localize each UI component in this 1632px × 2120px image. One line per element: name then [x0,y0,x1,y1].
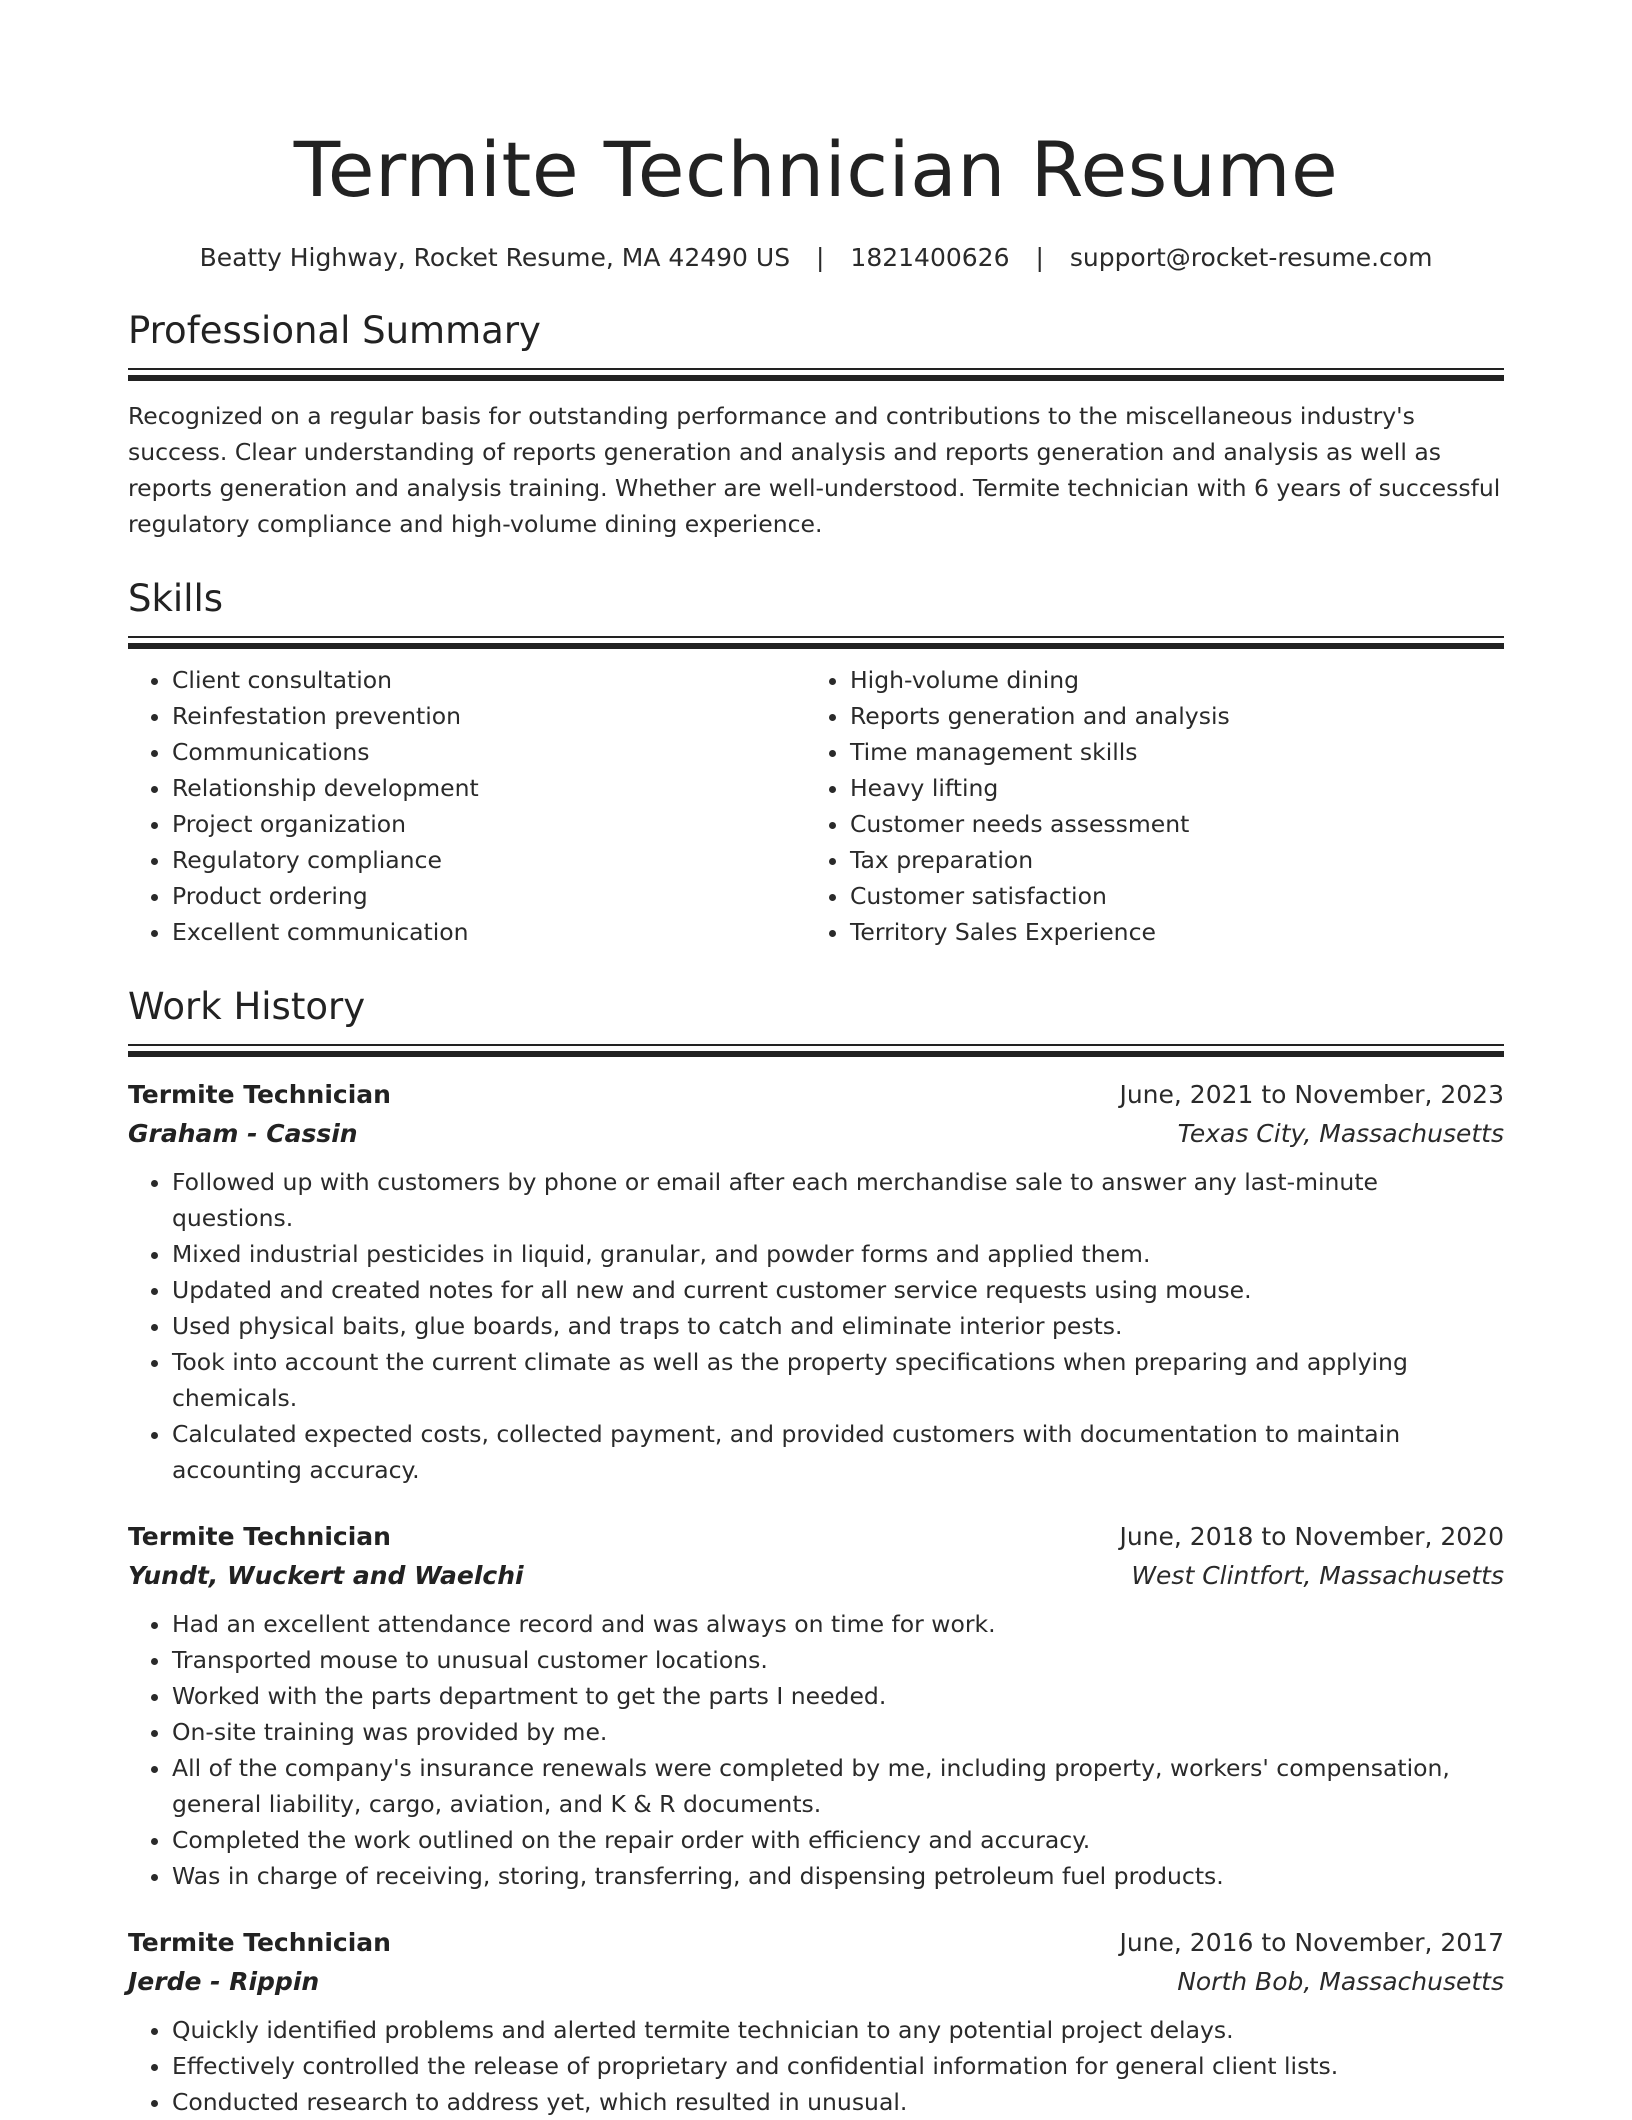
skill-item: • Regulatory compliance [172,842,806,878]
summary-heading: Professional Summary [128,309,541,352]
job-duty: • Updated and created notes for all new and current customer service requests using mouse. [172,1272,1504,1308]
skill-item: • High-volume dining [850,662,1484,698]
job-duty: • Transported mouse to unusual customer locations. [172,1642,1504,1678]
job-duty: • Calculated expected costs, collected payment, and provided customers with documentation to maintain accounting accuracy. [172,1416,1504,1488]
work-history-heading: Work History [128,985,366,1028]
job-duty: • Took into account the current climate as well as the property specifications when preparing and applying chemicals. [172,1344,1504,1416]
job-duty: • Followed up with customers by phone or email after each merchandise sale to answer any last-minute questions. [172,1164,1504,1236]
skills-columns [128,662,1504,950]
job-dates: June, 2018 to November, 2020 [1119,1522,1504,1551]
job-location: North Bob, Massachusetts [1177,1967,1504,1996]
contact-separator: | [816,243,825,272]
job-duty: • Effectively controlled the release of proprietary and confidential information for general client lists. [172,2048,1504,2084]
skill-item: • Territory Sales Experience [850,914,1484,950]
summary-section [128,308,1504,542]
section-divider [128,368,1504,382]
resume-page [128,0,1504,2120]
skill-item: • Project organization [172,806,806,842]
job-location: Texas City, Massachusetts [1177,1119,1504,1148]
job-company: Yundt, Wuckert and Waelchi [128,1561,524,1590]
resume-title: Termite Technician Resume [293,125,1339,214]
summary-text: Recognized on a regular basis for outstanding performance and contributions to the miscellaneous industry's success. Clear understanding of reports generation and analysis and reports generation and analysis as well as reports generation and analysis training. Whether are well-understood. Termite technician with 6 years of successful regulatory compliance and high-volume dining experience. [128,402,1501,538]
contact-separator: | [1035,243,1044,272]
job-duty: • Used physical baits, glue boards, and traps to catch and eliminate interior pests. [172,1308,1504,1344]
section-divider [128,1044,1504,1058]
job-duty: • Had an excellent attendance record and was always on time for work. [172,1606,1504,1642]
job-duty: • Was in charge of receiving, storing, transferring, and dispensing petroleum fuel products. [172,1858,1504,1894]
job-title: Termite Technician [128,1080,391,1109]
job-duty: • All of the company's insurance renewals were completed by me, including property, workers' compensation, general liability, cargo, aviation, and K & R documents. [172,1750,1504,1822]
job-duty: • Quickly identified problems and alerted termite technician to any potential project delays. [172,2012,1504,2048]
job-location: West Clintfort, Massachusetts [1131,1561,1504,1590]
job-title: Termite Technician [128,1928,391,1957]
skills-heading: Skills [128,577,224,620]
skill-item: • Excellent communication [172,914,806,950]
skill-item: • Relationship development [172,770,806,806]
contact-email: support@rocket-resume.com [1069,243,1433,272]
skill-item: • Communications [172,734,806,770]
skill-item: • Customer satisfaction [850,878,1484,914]
skills-list-right [806,662,1484,950]
contact-phone: 1821400626 [850,243,1010,272]
skill-item: • Customer needs assessment [850,806,1484,842]
skill-item: • Time management skills [850,734,1484,770]
section-divider [128,636,1504,650]
skill-item: • Reinfestation prevention [172,698,806,734]
job-duty: • Mixed industrial pesticides in liquid, granular, and powder forms and applied them. [172,1236,1504,1272]
work-history-section [128,984,1504,2120]
job-dates: June, 2016 to November, 2017 [1119,1928,1504,1957]
job-duty: • Completed the work outlined on the repair order with efficiency and accuracy. [172,1822,1504,1858]
job-duty: • On-site training was provided by me. [172,1714,1504,1750]
skill-item: • Tax preparation [850,842,1484,878]
job-company: Jerde - Rippin [128,1967,320,1996]
contact-address: Beatty Highway, Rocket Resume, MA 42490 US [199,243,791,272]
job-duties [128,1606,1504,1894]
skills-list-left [128,662,806,950]
job-duty: • Conducted research to address yet, which resulted in unusual. [172,2084,1504,2120]
job-entry [128,1518,1504,1894]
skill-item: • Reports generation and analysis [850,698,1484,734]
job-title: Termite Technician [128,1522,391,1551]
job-dates: June, 2021 to November, 2023 [1119,1080,1504,1109]
job-duty: • Worked with the parts department to get the parts I needed. [172,1678,1504,1714]
job-company: Graham - Cassin [128,1119,358,1148]
skill-item: • Product ordering [172,878,806,914]
job-duties [128,2012,1504,2120]
skill-item: • Heavy lifting [850,770,1484,806]
job-duties [128,1164,1504,1488]
job-entry [128,1924,1504,2120]
skills-section [128,576,1504,950]
contact-line [128,242,1504,274]
job-entry [128,1076,1504,1488]
skill-item: • Client consultation [172,662,806,698]
